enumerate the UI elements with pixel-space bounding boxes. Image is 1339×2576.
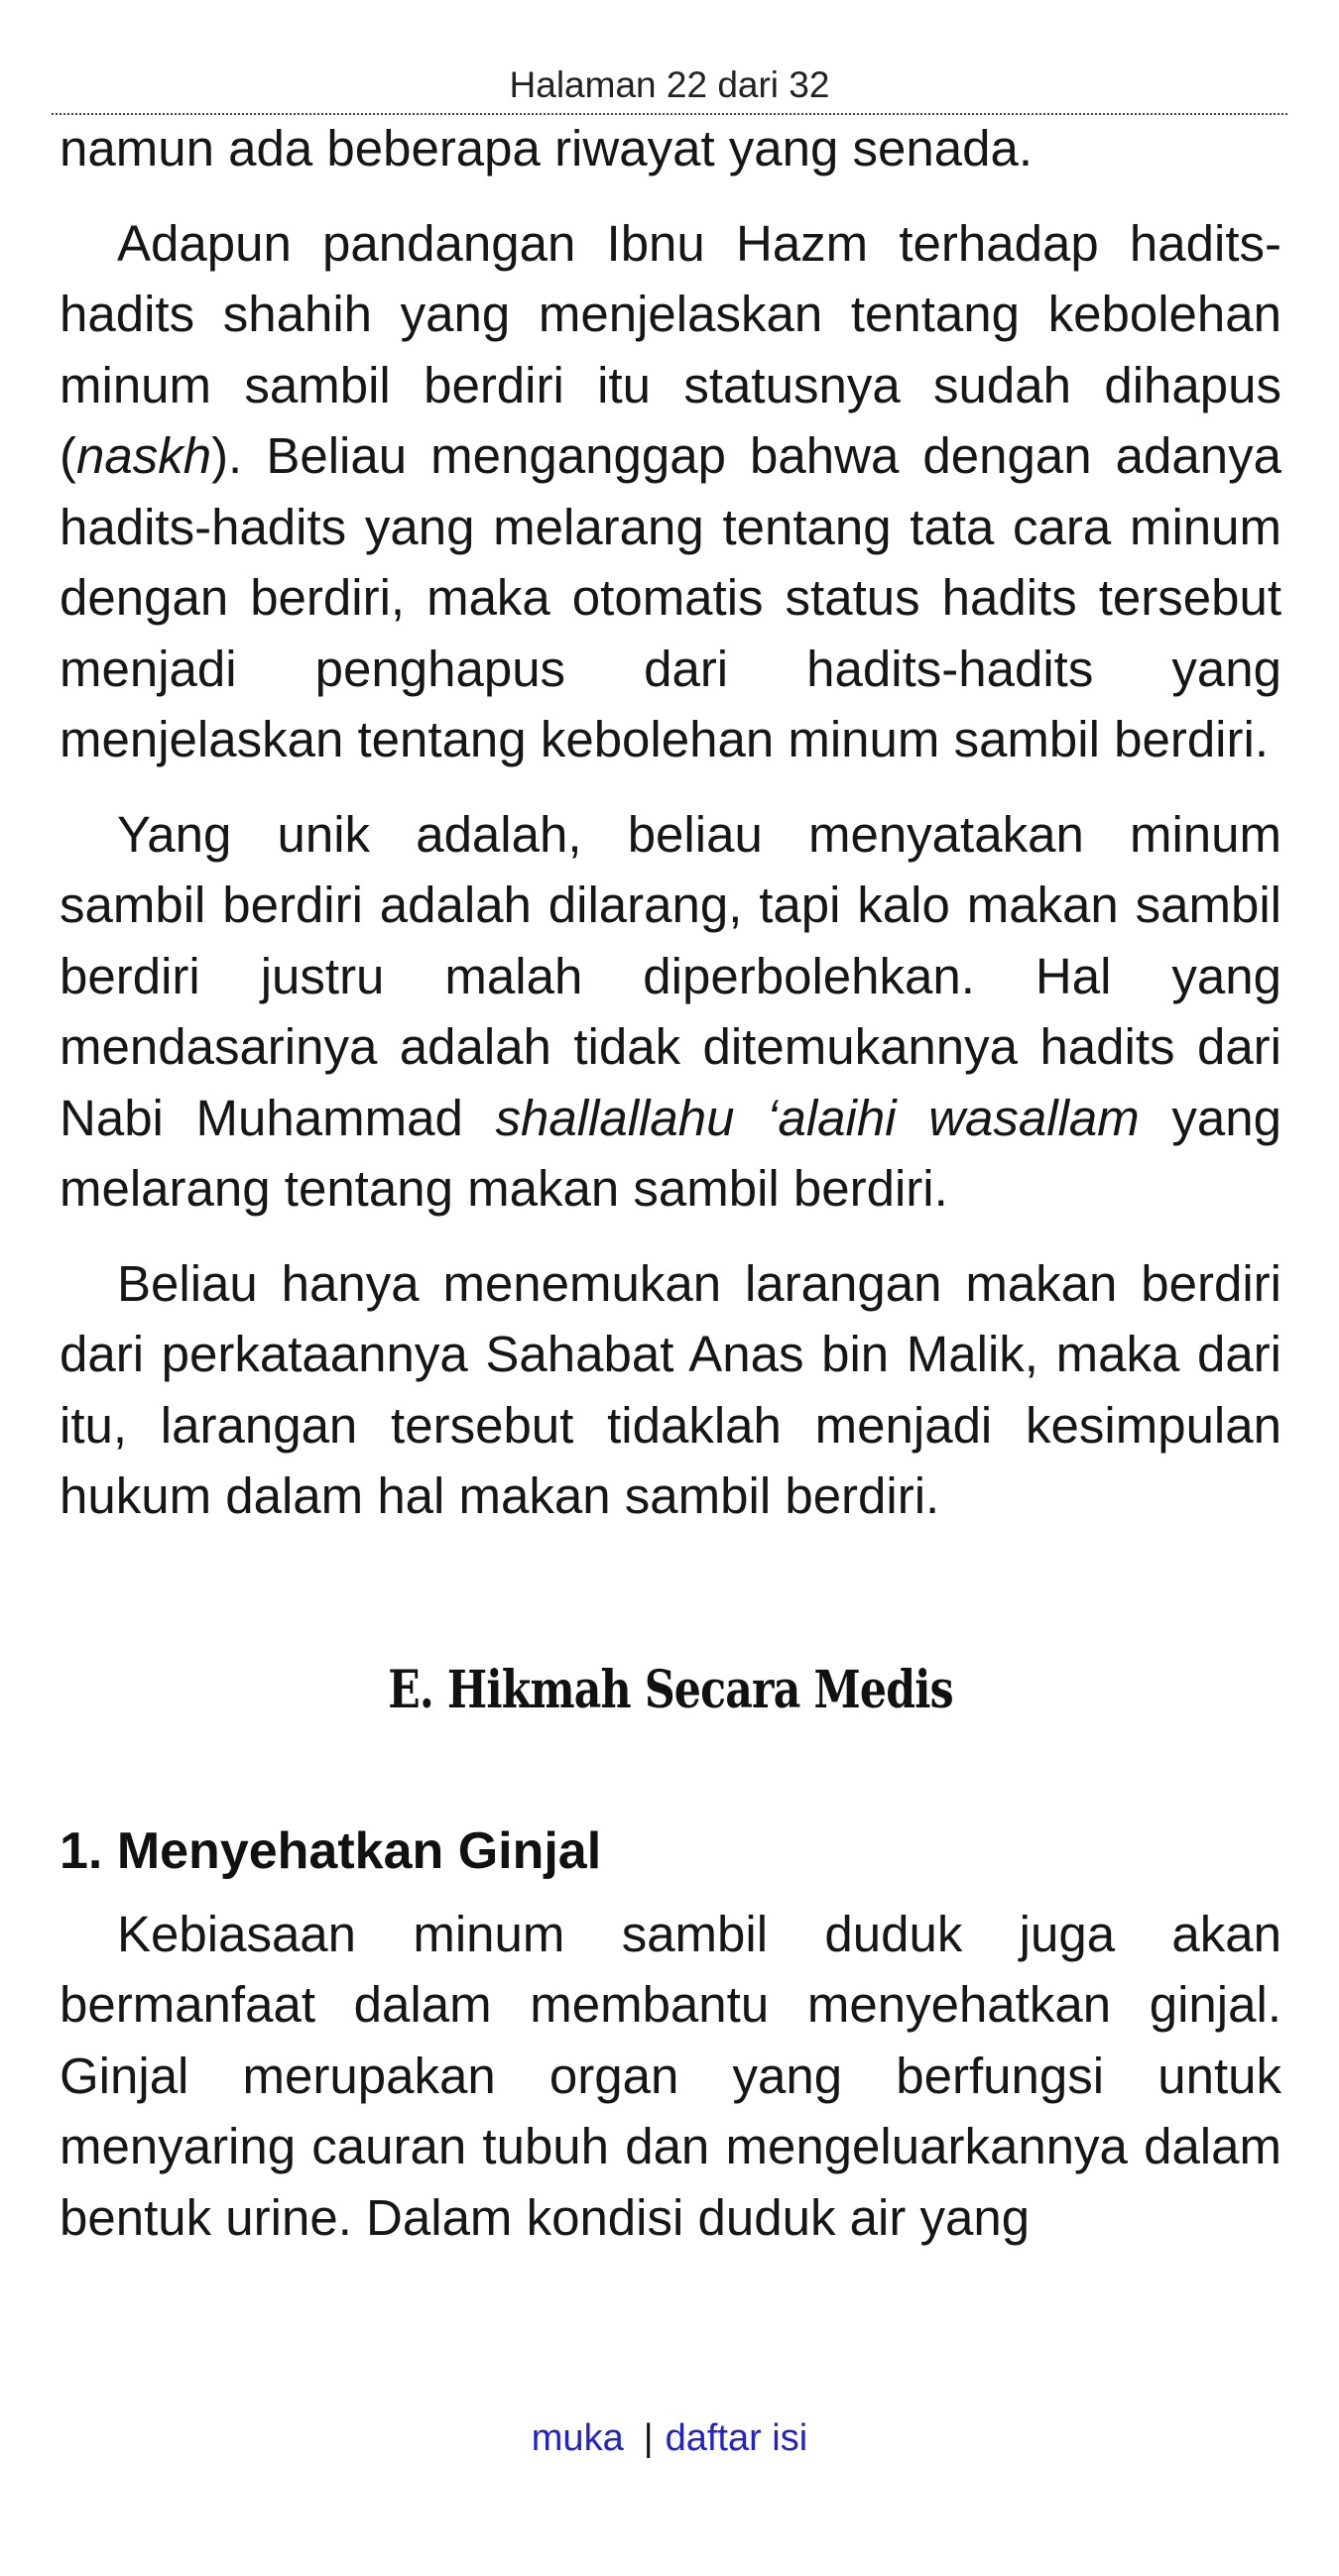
paragraph-text: yang melarang tentang makan sambil berdiri.: [60, 1089, 1282, 1217]
page-number-header: Halaman 22 dari 32: [52, 58, 1287, 115]
home-link[interactable]: muka: [531, 2417, 624, 2459]
nav-separator: |: [643, 2417, 654, 2459]
paragraph-1: [60, 113, 1281, 184]
paragraph-text: Beliau hanya menemukan larangan makan berdiri dari perkataannya Sahabat Anas bin Malik, maka dari itu, larangan tersebut tidaklah menjadi kesimpulan hukum dalam hal makan sambil berdiri.: [60, 1254, 1281, 1524]
document-body: [60, 113, 1281, 2277]
paragraph-3: [60, 799, 1281, 1225]
document-page: [60, 0, 1281, 2576]
subsection-heading: 1. Menyehatkan Ginjal: [60, 1821, 602, 1880]
paragraph-text: Kebiasaan minum sambil duduk juga akan bermanfaat dalam membantu menyehatkan ginjal. Ginjal merupakan organ yang berfungsi untuk menyaring cauran tubuh dan mengeluarkannya dalam bentuk urine. Dalam kondisi duduk air yang: [60, 1905, 1281, 2246]
footer-navigation: [0, 2410, 1339, 2466]
paragraph-2: [60, 208, 1281, 775]
paragraph-4: [60, 1248, 1281, 1532]
paragraph-text: ). Beliau menganggap bahwa dengan adanya hadits-hadits yang melarang tentang tata cara minum dengan berdiri, maka otomatis status hadits tersebut menjadi penghapus dari hadits-hadits yang menjelaskan tentang kebolehan minum sambil berdiri.: [60, 427, 1281, 767]
italic-term: shallallahu ‘alaihi wasallam: [495, 1089, 1140, 1146]
paragraph-text: namun ada beberapa riwayat yang senada.: [60, 120, 1034, 176]
section-heading: E. Hikmah Secara Medis: [388, 1659, 953, 1720]
paragraph-text: Yang unik adalah, beliau menyatakan minum sambil berdiri adalah dilarang, tapi kalo makan sambil berdiri justru malah diperbolehkan. Hal yang mendasarinya adalah tidak ditemukannya hadits dari Nabi Muhammad: [60, 805, 1281, 1146]
table-of-contents-link[interactable]: daftar isi: [665, 2417, 808, 2459]
paragraph-text: Adapun pandangan Ibnu Hazm terhadap hadits-hadits shahih yang menjelaskan tentang kebolehan minum sambil berdiri itu statusnya sudah dihapus (: [60, 214, 1281, 484]
italic-term: naskh: [75, 427, 212, 484]
paragraph-5: [60, 1899, 1281, 2254]
